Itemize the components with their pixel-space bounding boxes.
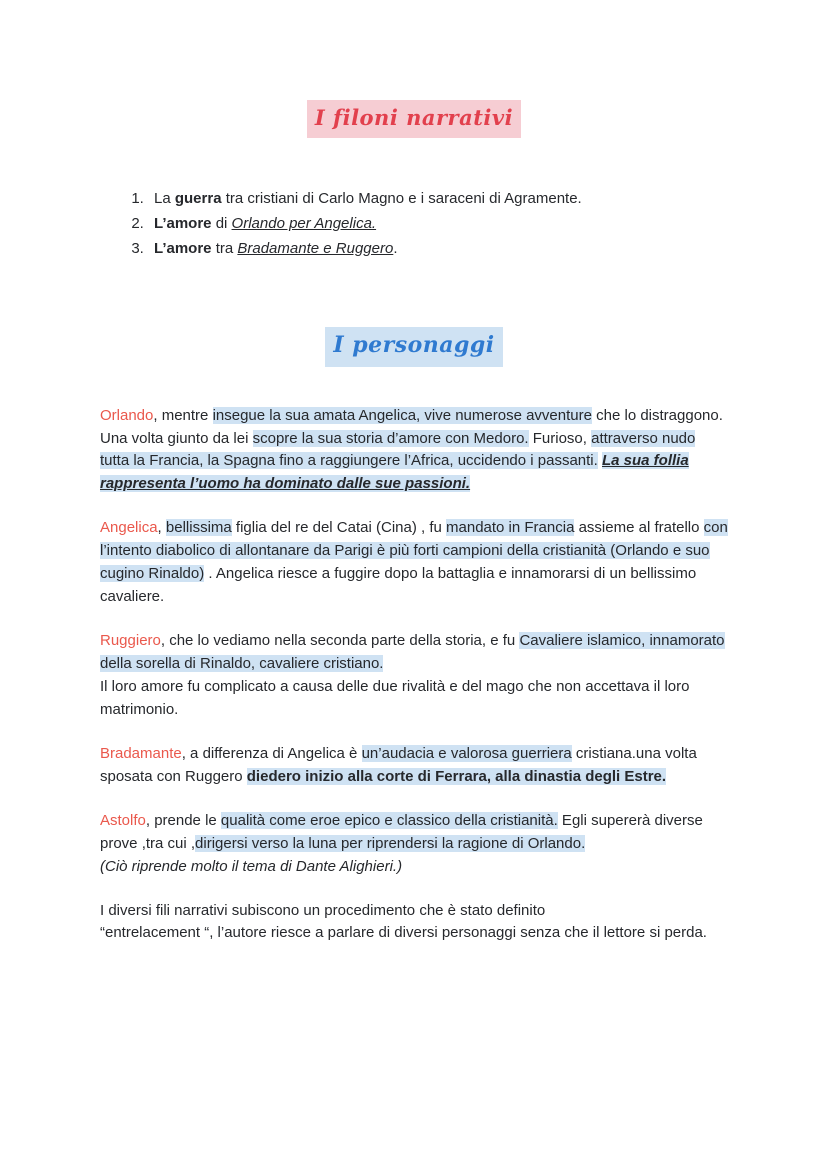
narrative-thread-item: [148, 238, 728, 261]
text-segment: mandato in Francia: [446, 519, 575, 537]
text-segment: Orlando per Angelica.: [231, 215, 377, 233]
text-segment: La sua follia rappresenta l’uomo ha dominato dalle sue passioni.: [100, 452, 689, 493]
text-segment: bellissima: [165, 519, 232, 537]
text-segment: guerra: [174, 190, 222, 208]
paragraph-entrelacement: [100, 900, 728, 946]
text-segment: Cavaliere islamico, innamorato della sorella di Rinaldo, cavaliere cristiano.: [100, 632, 725, 673]
text-segment: un’audacia e valorosa guerriera: [361, 744, 572, 762]
text-segment: “entrelacement “, l’autore riesce a parlare di diversi personaggi senza che il lettore si perda.: [100, 924, 707, 942]
text-segment: .: [393, 240, 398, 257]
personaggi-section-title: I personaggi: [325, 327, 502, 367]
text-segment: cristiana.una volta sposata con Ruggero: [100, 744, 697, 785]
paragraph-orlando: [100, 405, 728, 497]
personaggi-title-row: [100, 327, 728, 367]
text-segment: di: [211, 215, 232, 233]
character-name: Orlando: [100, 406, 154, 424]
filoni-section-title: I filoni narrativi: [307, 100, 521, 138]
text-segment: tra cristiani di Carlo Magno e i saraceni di Agramente.: [221, 190, 582, 208]
text-segment: , prende le: [145, 811, 221, 829]
text-segment: L’amore: [154, 240, 212, 257]
text-segment: tra: [211, 240, 238, 257]
filoni-title-row: [100, 100, 728, 138]
text-segment: , a differenza di Angelica è: [181, 744, 362, 762]
text-segment: qualità come eroe epico e classico della cristianità.: [220, 811, 558, 829]
text-segment: dirigersi verso la luna per riprendersi la ragione di Orlando.: [195, 834, 586, 852]
text-segment: insegue la sua amata Angelica, vive numerose avventure: [212, 406, 592, 424]
text-segment: Furioso,: [528, 429, 592, 447]
narrative-threads-list: [126, 188, 728, 261]
text-segment: ,: [157, 519, 166, 537]
text-segment: scopre la sua storia d’amore con Medoro.: [252, 429, 529, 447]
character-name: Bradamante: [100, 744, 182, 762]
paragraph-angelica: [100, 517, 728, 609]
text-segment: diedero inizio alla corte di Ferrara, alla dinastia degli Estre.: [246, 767, 667, 785]
text-segment: Bradamante e Ruggero: [237, 240, 394, 257]
text-segment: attraverso nudo tutta la Francia, la Spagna fino a raggiungere l’Africa, uccidendo i passanti.: [100, 429, 696, 470]
text-segment: , mentre: [153, 406, 213, 424]
text-segment: che lo distraggono. Una volta giunto da lei: [100, 406, 723, 447]
text-segment: La: [154, 190, 175, 208]
narrative-thread-item: [148, 213, 728, 236]
paragraph-ruggiero: [100, 630, 728, 722]
character-name: Ruggiero: [100, 632, 161, 650]
text-segment: assieme al fratello: [574, 519, 704, 537]
narrative-thread-item: [148, 188, 728, 211]
paragraph-astolfo: [100, 810, 728, 879]
text-segment: Egli supererà diverse prove ,tra cui ,: [100, 811, 703, 852]
character-name: Angelica: [100, 519, 158, 537]
text-segment: . Angelica riesce a fuggire dopo la battaglia e innamorarsi di un bellissimo cavaliere.: [100, 565, 697, 606]
text-segment: I diversi fili narrativi subiscono un procedimento che è stato definito: [100, 901, 546, 919]
text-segment: con l’intento diabolico di allontanare da Parigi è più forti campioni della cristianità (Orlando e suo cugino Rinaldo): [100, 519, 728, 583]
text-segment: figlia del re del Catai (Cina) , fu: [231, 519, 447, 537]
text-segment: (Ciò riprende molto il tema di Dante Alighieri.): [100, 857, 403, 875]
character-name: Astolfo: [100, 811, 146, 829]
text-segment: Il loro amore fu complicato a causa delle due rivalità e del mago che non accettava il loro matrimonio.: [100, 677, 690, 718]
text-segment: , che lo vediamo nella seconda parte della storia, e fu: [160, 632, 520, 650]
text-segment: L’amore: [154, 215, 212, 233]
paragraph-bradamante: [100, 743, 728, 789]
